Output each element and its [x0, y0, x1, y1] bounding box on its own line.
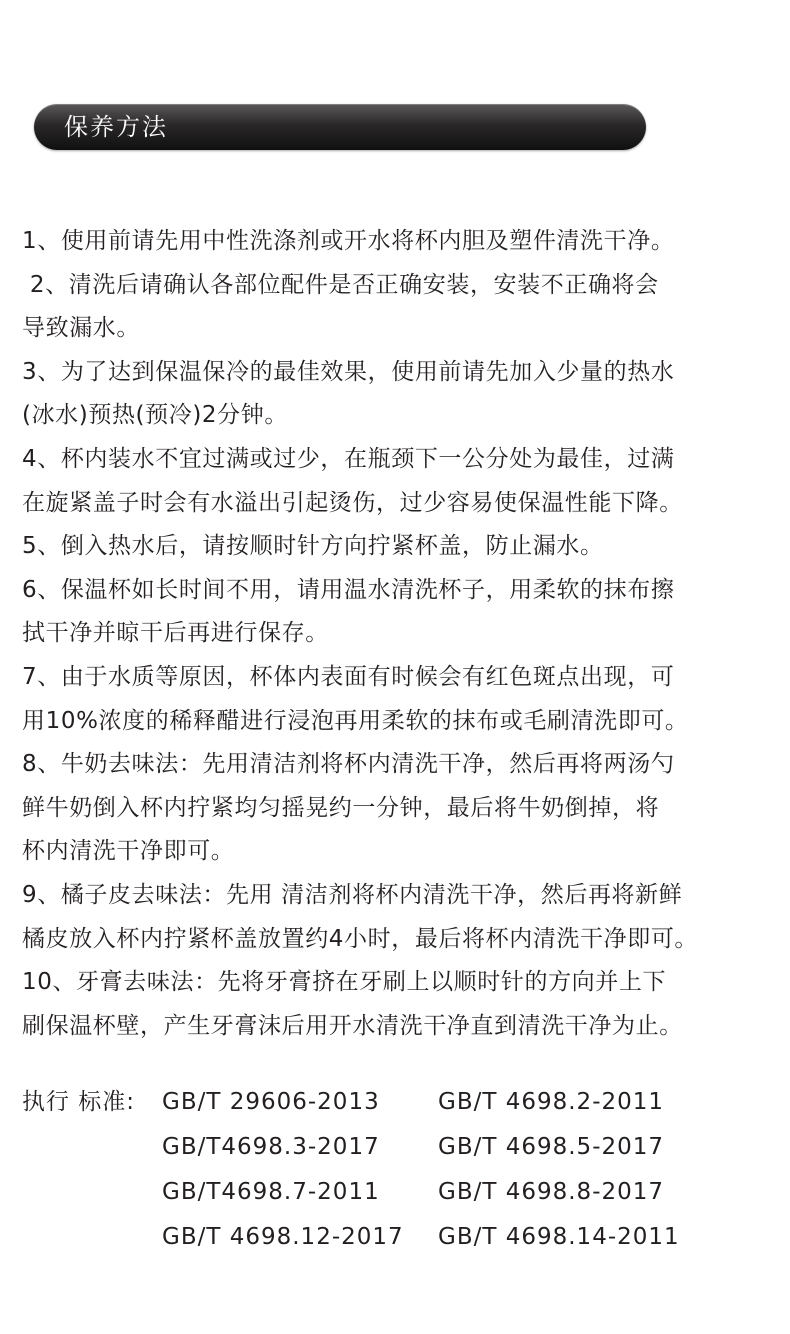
standard-code: GB/T 4698.5-2017 [438, 1134, 665, 1160]
instruction-line: 用10%浓度的稀释醋进行浸泡再用柔软的抹布或毛刷清洗即可。 [22, 707, 689, 734]
standard-code: GB/T4698.3-2017 [162, 1134, 380, 1160]
standards-row [22, 1125, 762, 1170]
instruction-line: 拭干净并晾干后再进行保存。 [22, 620, 329, 647]
standard-code: GB/T 4698.8-2017 [438, 1179, 665, 1205]
instruction-line: 7、由于水质等原因，杯体内表面有时候会有红色斑点出现，可 [22, 663, 675, 690]
standard-code: GB/T 29606-2013 [162, 1089, 380, 1115]
instruction-line: 在旋紧盖子时会有水溢出引起烫伤，过少容易使保温性能下降。 [22, 489, 683, 516]
instruction-line: 导致漏水。 [22, 315, 140, 342]
instruction-line: 刷保温杯壁，产生牙膏沫后用开水清洗干净直到清洗干净为止。 [22, 1012, 683, 1039]
instruction-line: 8、牛奶去味法：先用清洁剂将杯内清洗干净，然后再将两汤勺 [22, 751, 675, 778]
standards-row [22, 1170, 762, 1215]
standards-row [22, 1080, 762, 1125]
instruction-line: 10、牙膏去味法：先将牙膏挤在牙刷上以顺时针的方向并上下 [22, 969, 667, 996]
standard-code: GB/T 4698.2-2011 [438, 1089, 665, 1115]
instruction-line: 2、清洗后请确认各部位配件是否正确安装，安装不正确将会 [22, 271, 659, 298]
instruction-line: 4、杯内装水不宜过满或过少，在瓶颈下一公分处为最佳，过满 [22, 445, 675, 472]
instruction-line: 杯内清洗干净即可。 [22, 838, 235, 865]
standards-row [22, 1215, 762, 1260]
section-header-banner [34, 104, 646, 150]
instruction-line: 5、倒入热水后，请按顺时针方向拧紧杯盖，防止漏水。 [22, 533, 604, 560]
instruction-line: 6、保温杯如长时间不用，请用温水清洗杯子，用柔软的抹布擦 [22, 576, 675, 603]
instruction-line: 橘皮放入杯内拧紧杯盖放置约4小时，最后将杯内清洗干净即可。 [22, 925, 699, 952]
section-title: 保养方法 [64, 113, 168, 141]
standard-code: GB/T 4698.14-2011 [438, 1224, 680, 1250]
instruction-line: 1、使用前请先用中性洗涤剂或开水将杯内胆及塑件清洗干净。 [22, 228, 675, 254]
care-instructions [22, 220, 784, 1048]
instruction-line: (冰水)预热(预冷)2分钟。 [22, 402, 288, 429]
standards-block [22, 1080, 762, 1260]
instruction-line: 9、橘子皮去味法：先用 清洁剂将杯内清洗干净，然后再将新鲜 [22, 881, 683, 908]
instruction-line: 鲜牛奶倒入杯内拧紧均匀摇晃约一分钟，最后将牛奶倒掉，将 [22, 794, 660, 821]
standards-label: 执行 标准: [22, 1089, 136, 1115]
instruction-line: 3、为了达到保温保冷的最佳效果，使用前请先加入少量的热水 [22, 358, 675, 385]
standard-code: GB/T4698.7-2011 [162, 1179, 380, 1205]
standard-code: GB/T 4698.12-2017 [162, 1224, 404, 1250]
